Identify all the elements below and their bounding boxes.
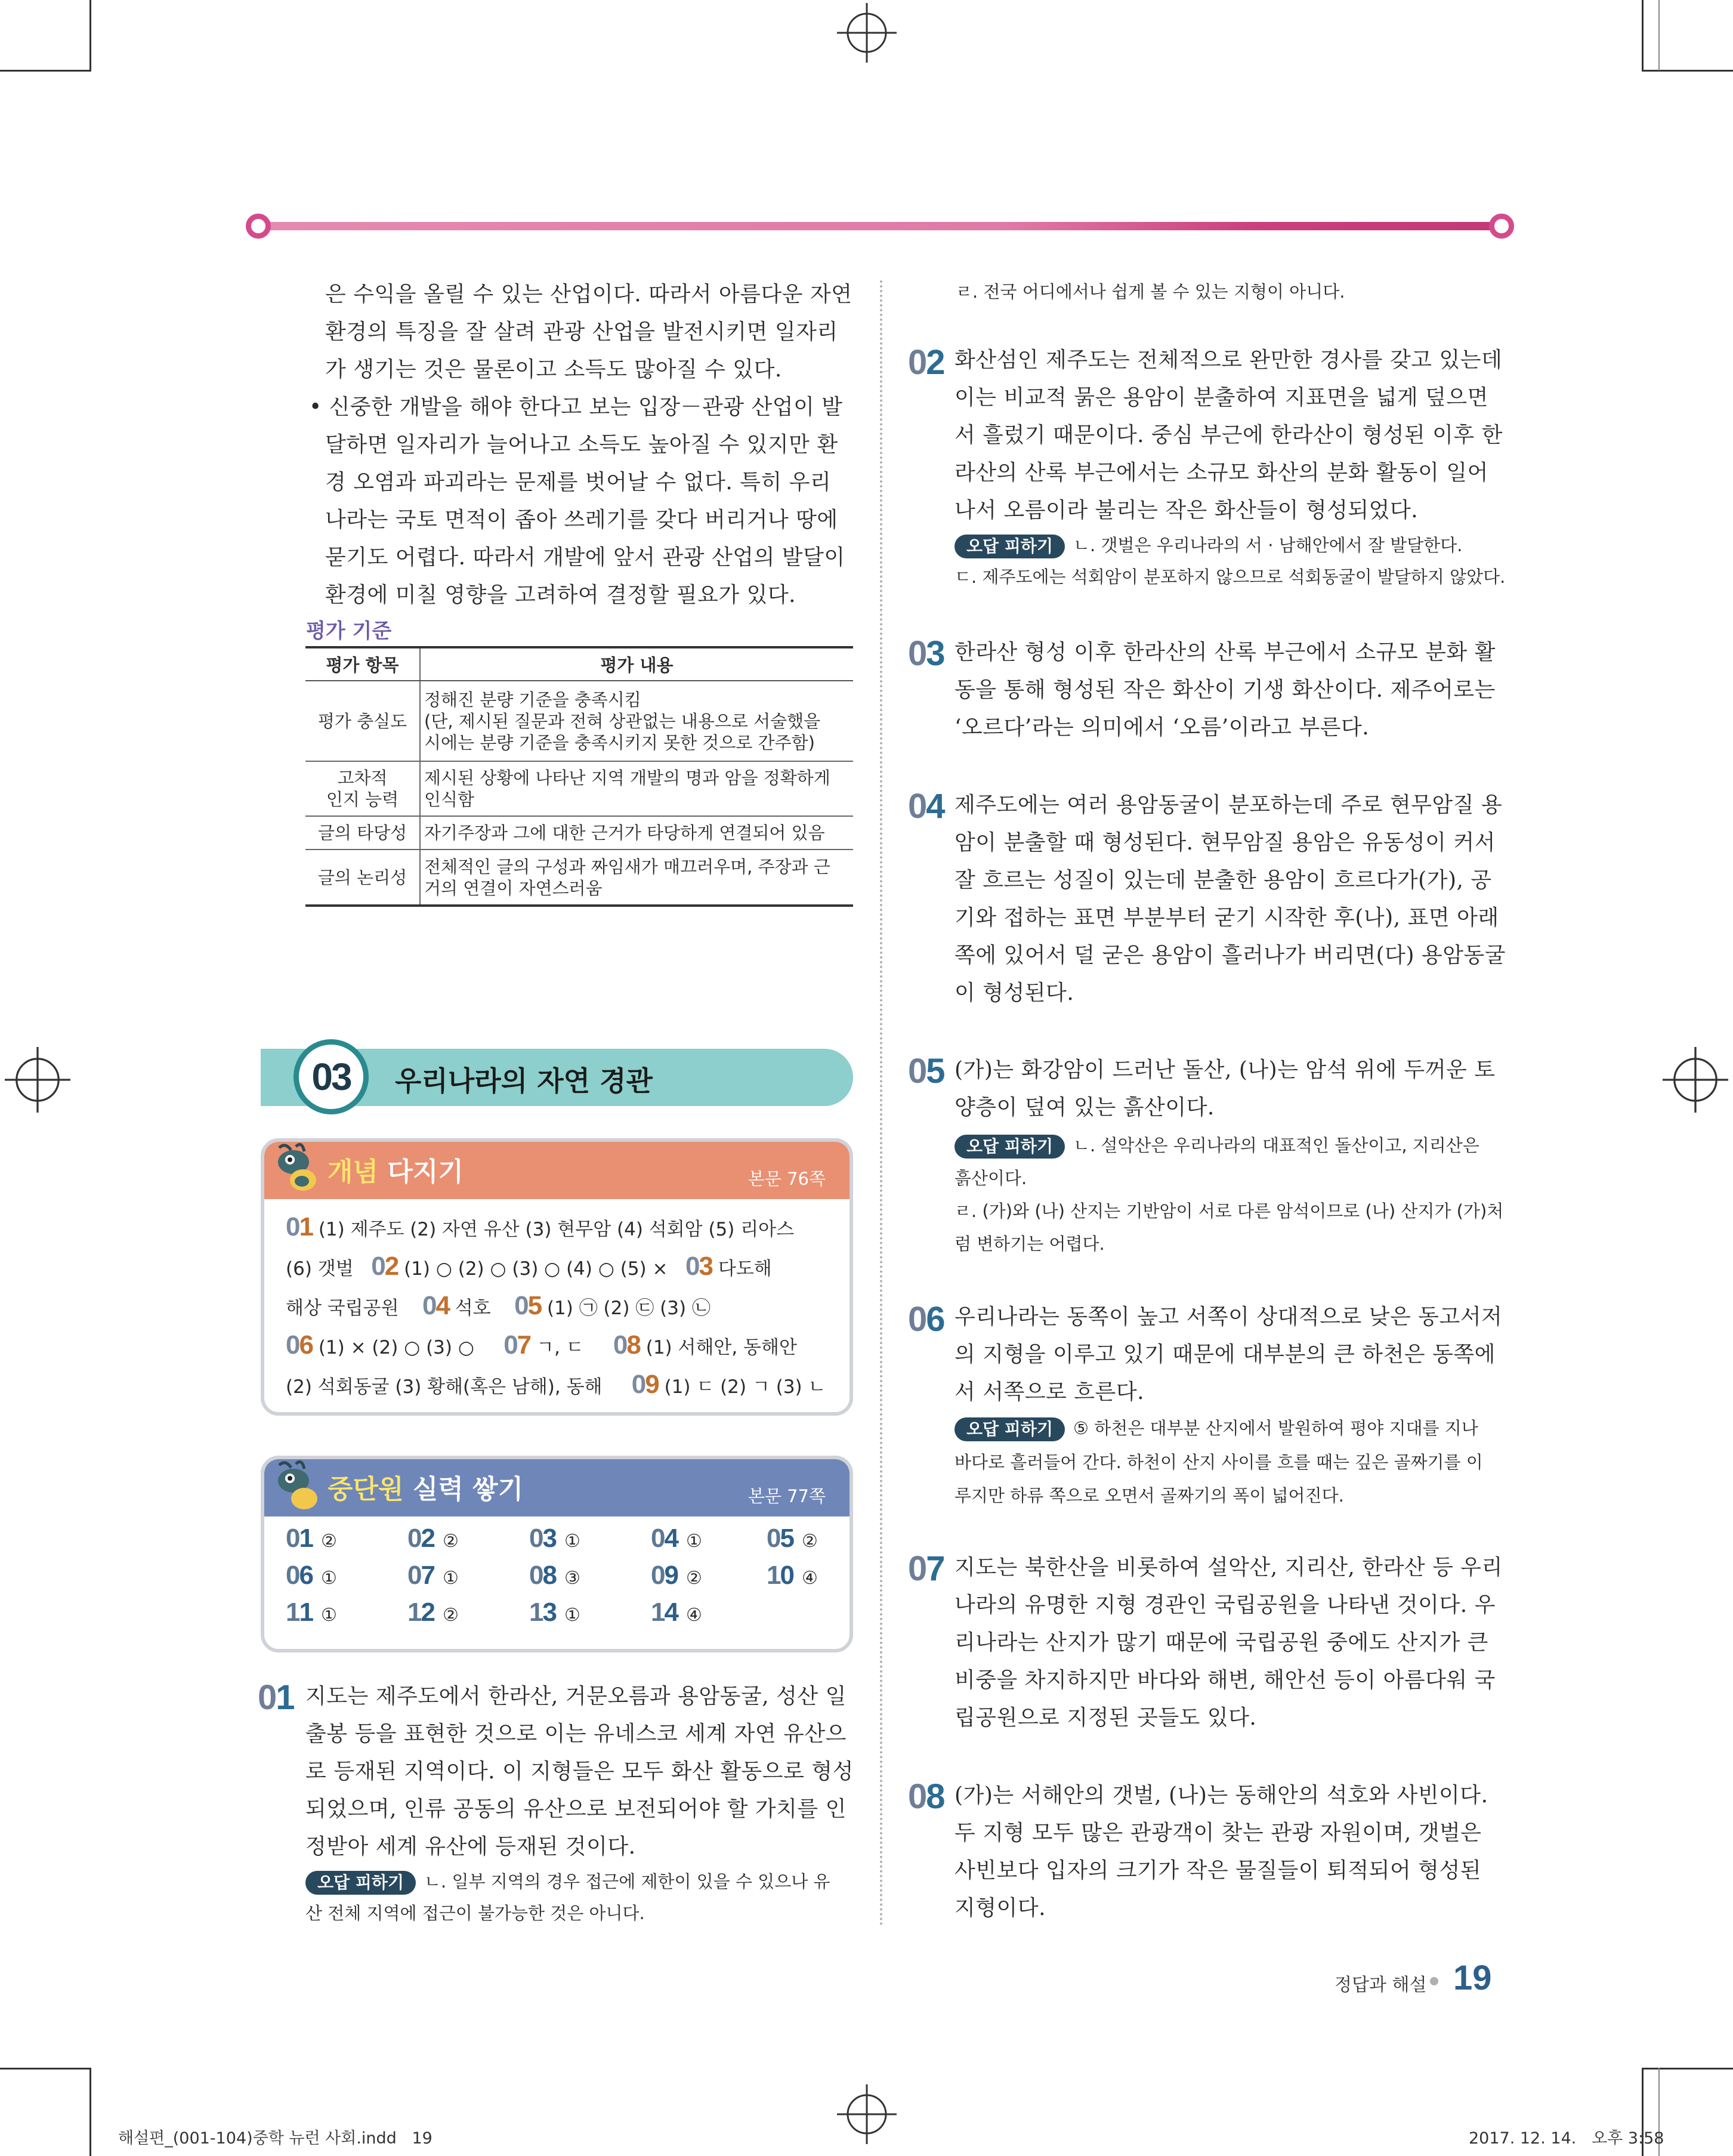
section-number: 03 (311, 1055, 351, 1098)
bar-end-dot (1489, 214, 1514, 239)
concept-review-box (261, 1138, 853, 1416)
table-cell: 제시된 상황에 나타난 지역 개발의 명과 암을 정확하게 인식함 (420, 761, 853, 816)
wrong-answer-badge: 오답 피하기 (305, 1871, 416, 1895)
answer-line: 06 (1) × (2) ○ (3) ○ 07 ㄱ, ㄷ 08 (1) 서해안, 동해안 (286, 1330, 797, 1360)
question-answer: 지도는 제주도에서 한라산, 거문오름과 용암동굴, 성산 일 출봉 등을 표현한 것으로 이는 유네스코 세계 자연 유산으 로 등재된 지역이다. 이 지형들은 모두 화산 활동으로 형성 되었으며, 인류 공동의 유산으로 보전되어야 할 가치를 인 정받아 세계 유산에 등재된 것이다. (305, 1684, 854, 1859)
answer-cell: 08 ③ (529, 1561, 580, 1590)
question-number: 02 (908, 343, 944, 382)
concept-answers (286, 1209, 838, 1406)
header-bar (249, 222, 1505, 230)
question-answer: 지도는 북한산을 비롯하여 설악산, 지리산, 한라산 등 우리 나라의 유명한 지형 경관인 국립공원을 나타낸 것이다. 우 리나라는 산지가 많기 때문에 국립공원 중에도 산지가 큰 비중을 차지하지만 바다와 해변, 해안선 등이 아름다워 국 립공원으로 지정된 곳들도 있다. (954, 1555, 1503, 1730)
answer-cell: 12 ② (407, 1598, 459, 1627)
bullet-paragraph: • 신중한 개발을 해야 한다고 보는 입장－관광 산업이 발 달하면 일자리가 늘어나고 소득도 높아질 수 있지만 환 경 오염과 파괴라는 문제를 벗어날 수 없다. 특히 우리 나라는 국토 면적이 좁아 쓰레기를 갖다 버리거나 땅에 묻기도 어렵다. 따라서 개발에 앞서 관광 산업의 발달이 환경에 미칠 영향을 고려하여 결정할 필요가 있다. (309, 395, 845, 607)
answer-cell: 06 ① (286, 1561, 337, 1590)
concept-box-title: 개념 다지기 (328, 1157, 464, 1187)
table-cell: 정해진 분량 기준을 충족시킴 (단, 제시된 질문과 전혀 상관없는 내용으로 서술했을 시에는 분량 기준을 충족시키지 못한 것으로 간주함) (420, 681, 853, 761)
print-timestamp: 2017. 12. 14. 오후 3:58 (1469, 2129, 1664, 2148)
table-cell: 자기주장과 그에 대한 근거가 타당하게 연결되어 있음 (420, 816, 853, 850)
file-info: 해설편_(001-104)중학 뉴런 사회.indd 19 (118, 2129, 433, 2148)
table-cell: 평가 충실도 (305, 681, 420, 761)
table-row (305, 681, 853, 761)
registration-mark-icon (1663, 1047, 1728, 1113)
question-answer: (가)는 화강암이 드러난 돌산, (나)는 암석 위에 두꺼운 토 양층이 덮여 있는 흙산이다. (954, 1058, 1496, 1120)
section-title: 우리나라의 자연 경관 (395, 1065, 653, 1097)
eval-table (305, 646, 853, 907)
footer-dot (1430, 1977, 1438, 1985)
page-number: 19 (1453, 1959, 1492, 1997)
registration-mark-icon (5, 1047, 70, 1113)
question-number: 07 (908, 1549, 944, 1588)
table-cell: 글의 논리성 (305, 850, 420, 906)
answer-cell: 13 ① (529, 1598, 580, 1627)
question-number: 05 (908, 1052, 944, 1091)
answer-cell: 14 ④ (651, 1598, 702, 1627)
wrong-answer-badge: 오답 피하기 (954, 1417, 1065, 1441)
table-row (305, 816, 853, 850)
skill-box-page-ref: 본문 77쪽 (747, 1486, 826, 1506)
table-cell: 글의 타당성 (305, 816, 420, 850)
wrong-answer-badge: 오답 피하기 (954, 1135, 1065, 1159)
answer-cell: 11 ① (286, 1598, 337, 1627)
question-answer: 한라산 형성 이후 한라산의 산록 부근에서 소규모 분화 활 동을 통해 형성된 작은 화산이 기생 화산이다. 제주어로는 ‘오르다’라는 의미에서 ‘오름’이라고 부른다. (954, 640, 1496, 740)
skill-box-title: 중단원 실력 쌓기 (328, 1474, 524, 1505)
table-header: 평가 내용 (420, 647, 853, 681)
question-number: 06 (908, 1300, 944, 1339)
answer-line: (2) 석회동굴 (3) 황해(혹은 남해), 동해 09 (1) ㄷ (2) ㄱ (3) ㄴ (286, 1370, 826, 1399)
answer-cell: 03 ① (529, 1524, 580, 1553)
answer-cell: 07 ① (407, 1561, 459, 1590)
question-number: 08 (908, 1777, 944, 1816)
question-answer: (가)는 서해안의 갯벌, (나)는 동해안의 석호와 사빈이다. 두 지형 모두 많은 관광객이 찾는 관광 자원이며, 갯벌은 사빈보다 입자의 크기가 작은 물질들이 퇴적되어 형성된 지형이다. (954, 1783, 1488, 1920)
answer-line: 01 (1) 제주도 (2) 자연 유산 (3) 현무암 (4) 석회암 (5) 리아스 (286, 1212, 795, 1241)
registration-mark-icon (837, 2084, 897, 2144)
table-header-row (305, 647, 853, 681)
question-number: 03 (908, 634, 944, 673)
question-number: 04 (908, 787, 944, 826)
footer-section-label: 정답과 해설 (1334, 1975, 1427, 1996)
answer-cell: 01 ② (286, 1524, 337, 1553)
wrong-answer-note: 오답 피하기 ㄴ. 갯벌은 우리나라의 서 · 남해안에서 잘 발달한다. ㄷ. 제주도에는 석회암이 분포하지 않으므로 석회동굴이 발달하지 않았다. (954, 535, 1506, 587)
wrong-answer-note: 오답 피하기 ㄴ. 일부 지역의 경우 접근에 제한이 있을 수 있으나 유 산 전체 지역에 접근이 불가능한 것은 아니다. (305, 1871, 830, 1923)
carried-note: ㄹ. 전국 어디에서나 쉽게 볼 수 있는 지형이 아니다. (956, 282, 1345, 302)
wrong-answer-badge: 오답 피하기 (954, 535, 1065, 558)
answer-line: (6) 갯벌 02 (1) ○ (2) ○ (3) ○ (4) ○ (5) × 03 다도해 (286, 1252, 772, 1281)
column-divider (880, 280, 882, 1927)
ant-mascot-icon (267, 1142, 333, 1199)
answer-cell: 05 ② (767, 1524, 818, 1553)
registration-mark-icon (837, 3, 897, 63)
answer-cell: 09 ② (651, 1561, 702, 1590)
question-answer: 우리나라는 동쪽이 높고 서쪽이 상대적으로 낮은 동고서저 의 지형을 이루고 있기 때문에 대부분의 큰 하천은 동쪽에 서 서쪽으로 흐른다. (954, 1305, 1503, 1404)
table-row (305, 850, 853, 906)
answer-cell: 02 ② (407, 1524, 459, 1553)
skill-building-box (261, 1456, 853, 1652)
bar-end-dot (246, 214, 271, 239)
eval-title: 평가 기준 (306, 619, 392, 643)
question-number: 01 (258, 1678, 294, 1717)
concept-box-page-ref: 본문 76쪽 (747, 1169, 826, 1189)
wrong-answer-note: 오답 피하기 ⑤ 하천은 대부분 산지에서 발원하여 평야 지대를 지나 바다로 흘러들어 간다. 하천이 산지 사이를 흐를 때는 깊은 골짜기를 이 루지만 하류 쪽으로 오면서 골짜기의 폭이 넓어진다. (954, 1418, 1483, 1506)
table-header: 평가 항목 (305, 647, 420, 681)
table-cell: 전체적인 글의 구성과 짜임새가 매끄러우며, 주장과 근 거의 연결이 자연스러움 (420, 850, 853, 906)
table-cell: 고차적 인지 능력 (305, 761, 420, 816)
answer-line: 해상 국립공원 04 석호 05 (1) ㉠ (2) ㉢ (3) ㉡ (286, 1291, 711, 1320)
answer-cell: 10 ④ (767, 1561, 818, 1590)
table-row (305, 761, 853, 816)
question-answer: 화산섬인 제주도는 전체적으로 완만한 경사를 갖고 있는데 이는 비교적 묽은 용암이 분출하여 지표면을 넓게 덮으면 서 흘렀기 때문이다. 중심 부근에 한라산이 형성된 이후 한 라산의 산록 부근에서는 소규모 화산의 분화 활동이 일어 나서 오름이라 불리는 작은 화산들이 형성되었다. (954, 348, 1503, 523)
answer-cell: 04 ① (651, 1524, 702, 1553)
question-answer: 제주도에는 여러 용암동굴이 분포하는데 주로 현무암질 용 암이 분출할 때 형성된다. 현무암질 용암은 유동성이 커서 잘 흐르는 성질이 있는데 분출한 용암이 흐르다가(가), 공 기와 접하는 표면 부분부터 굳기 시작한 후(나), 표면 아래 쪽에 있어서 덜 굳은 용암이 흘러나가 버리면(다) 용암동굴 이 형성된다. (954, 793, 1506, 1005)
ant-mascot-icon (267, 1459, 333, 1516)
wrong-answer-note: 오답 피하기 ㄴ. 설악산은 우리나라의 대표적인 돌산이고, 지리산은 흙산이다. ㄹ. (가)와 (나) 산지는 기반암이 서로 다른 암석이므로 (나) 산지가 (가)처 럼 변하기는 어렵다. (954, 1135, 1504, 1254)
intro-paragraph: 은 수익을 올릴 수 있는 산업이다. 따라서 아름다운 자연 환경의 특징을 잘 살려 관광 산업을 발전시키면 일자리 가 생기는 것은 물론이고 소득도 많아질 수 있다. (325, 282, 852, 382)
